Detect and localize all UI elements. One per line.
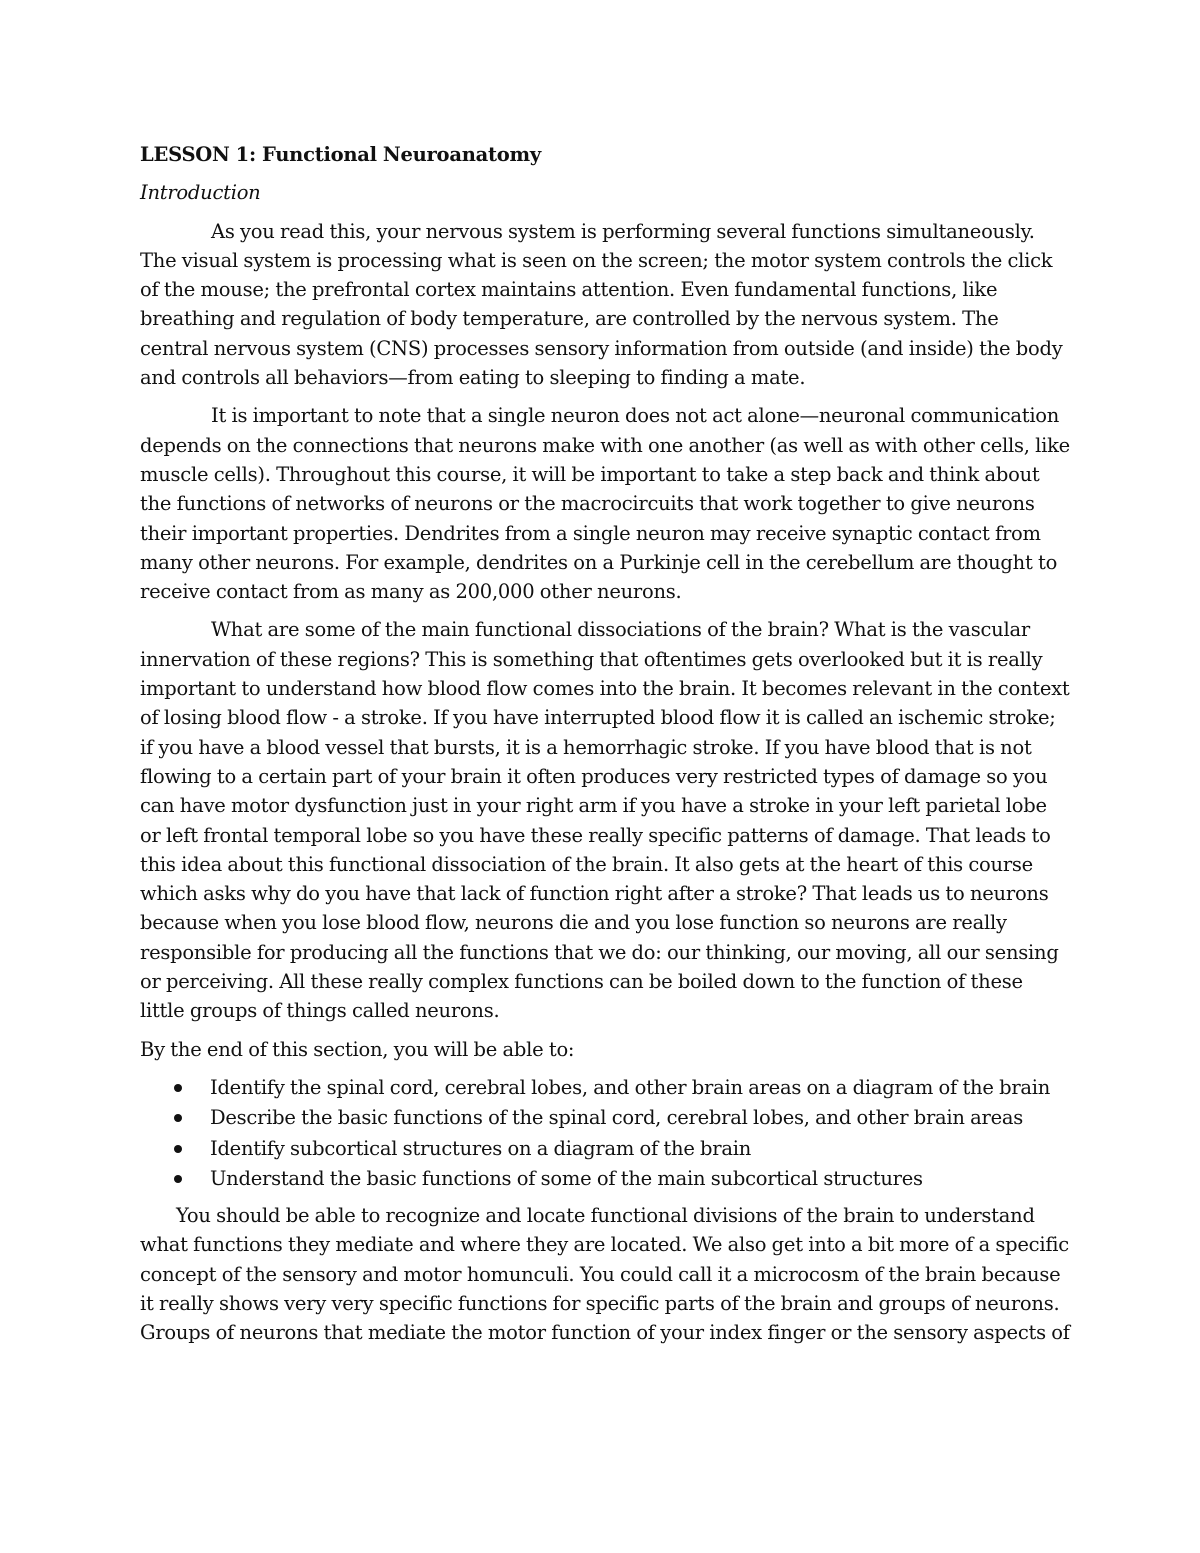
intro-paragraph-1: As you read this, your nervous system is performing several functions simultaneously. The visual system is processing what is seen on the screen; the motor system controls the click of the mouse; the prefrontal cortex maintains attention. Even fundamental functions, like breathing and regulation of body temperature, are controlled by the nervous system. The central nervous system (CNS) processes sensory information from outside (and inside) the body and controls all behaviors—from eating to sleeping to finding a mate.: [140, 219, 1063, 390]
objective-text: Identify subcortical structures on a diagram of the brain: [210, 1136, 752, 1160]
objectives-list: [140, 1073, 1070, 1195]
objectives-intro: By the end of this section, you will be able to:: [140, 1037, 575, 1061]
document-body: [140, 140, 1070, 1356]
bullet-icon: [174, 1145, 182, 1153]
bullet-icon: [174, 1175, 182, 1183]
objective-text: Describe the basic functions of the spinal cord, cerebral lobes, and other brain areas: [210, 1106, 1024, 1130]
objective-text: Identify the spinal cord, cerebral lobes, and other brain areas on a diagram of the brain: [210, 1075, 1051, 1099]
bullet-icon: [174, 1114, 182, 1122]
objective-item: [140, 1073, 1070, 1104]
bullet-icon: [174, 1084, 182, 1092]
intro-paragraph-3: What are some of the main functional dissociations of the brain? What is the vascular innervation of these regions? This is something that oftentimes gets overlooked but it is really important to understand how blood flow comes into the brain. It becomes relevant in the context of losing blood flow - a stroke. If you have interrupted blood flow it is called an ischemic stroke; if you have a blood vessel that bursts, it is a hemorrhagic stroke. If you have blood that is not flowing to a certain part of your brain it often produces very restricted types of damage so you can have motor dysfunction just in your right arm if you have a stroke in your left parietal lobe or left frontal temporal lobe so you have these really specific patterns of damage. That leads to this idea about this functional dissociation of the brain. It also gets at the heart of this course which asks why do you have that lack of function right after a stroke? That leads us to neurons because when you lose blood flow, neurons die and you lose function so neurons are really responsible for producing all the functions that we do: our thinking, our moving, all our sensing or perceiving. All these really complex functions can be boiled down to the function of these little groups of things called neurons.: [140, 618, 1070, 1023]
section-heading-introduction: Introduction: [140, 181, 261, 205]
intro-paragraph-2: It is important to note that a single neuron does not act alone—neuronal communication depends on the connections that neurons make with one another (as well as with other cells, like muscle cells). Throughout this course, it will be important to take a step back and think about the functions of networks of neurons or the macrocircuits that work together to give neurons their important properties. Dendrites from a single neuron may receive synaptic contact from many other neurons. For example, dendrites on a Purkinje cell in the cerebellum are thought to receive contact from as many as 200,000 other neurons.: [140, 404, 1070, 604]
objective-item: [140, 1164, 1070, 1195]
closing-paragraph: You should be able to recognize and locate functional divisions of the brain to understand what functions they mediate and where they are located. We also get into a bit more of a specific concept of the sensory and motor homunculi. You could call it a microcosm of the brain because it really shows very very specific functions for specific parts of the brain and groups of neurons. Groups of neurons that mediate the motor function of your index finger or the sensory aspects of: [140, 1203, 1070, 1345]
objective-item: [140, 1134, 1070, 1165]
lesson-title: LESSON 1: Functional Neuroanatomy: [140, 143, 541, 166]
objective-text: Understand the basic functions of some of the main subcortical structures: [210, 1167, 923, 1191]
objective-item: [140, 1103, 1070, 1134]
